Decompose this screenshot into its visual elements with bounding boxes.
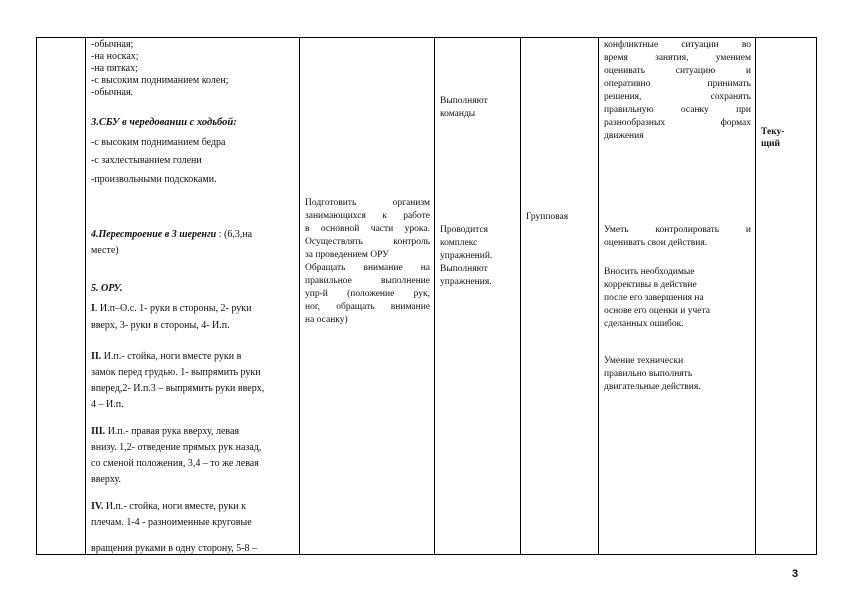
walk-line-1: -обычная;: [91, 39, 134, 50]
teacher-line: правильное выполнение: [305, 276, 430, 286]
ex3-line-2: внизу. 1,2- отведение прямых рук назад,: [91, 442, 262, 453]
sbu-line-3: -произвольными подскоками.: [91, 174, 217, 185]
ex3-number: III.: [91, 426, 106, 437]
uud-control-line: оценивать свои действия.: [604, 238, 708, 248]
uud-control-line: Уметь контролировать и: [604, 225, 751, 235]
ex3-text: И.п.- правая рука вверху, левая: [105, 426, 240, 437]
teacher-line: Обращать внимание на: [305, 263, 430, 273]
ex1-line-2: вверх, 3- руки в стороны, 4- И.п.: [91, 320, 230, 331]
teacher-activity-text: [300, 38, 434, 554]
uud-top-line: оперативно принимать: [604, 79, 751, 89]
page-number: 3: [792, 568, 799, 580]
uud-top-line: время занятия, умением: [604, 53, 751, 63]
control-type-cell: [756, 38, 817, 555]
walk-line-5: -обычная.: [91, 87, 134, 98]
ex1-number: I: [91, 303, 95, 314]
lesson-plan-table: [36, 37, 817, 555]
student-activity-cell: [435, 38, 521, 555]
content-cell: [86, 38, 300, 555]
sbu-line-2: -с захлестыванием голени: [91, 155, 202, 166]
student-line: комплекс: [440, 238, 478, 248]
uud-top-line: правильную осанку при: [604, 105, 751, 115]
control-type-line-1: Теку-: [761, 127, 785, 137]
ex2-text: И.п.- стойка, ноги вместе руки в: [101, 351, 242, 362]
walk-line-4: -с высоким подниманием колен;: [91, 75, 229, 86]
ex4-line-2: плечам. 1-4 - разноименные круговые: [91, 517, 252, 528]
uud-correct-line: сделанных ошибок.: [604, 319, 684, 329]
student-line: Выполняют: [440, 264, 488, 274]
uud-top-line: решения, сохранять: [604, 92, 751, 102]
uud-top-line: разнообразных формах: [604, 118, 751, 128]
sbu-line-1: -с высоким подниманием бедра: [91, 137, 226, 148]
ex2-line-1: [91, 351, 241, 363]
teacher-activity-cell: [300, 38, 435, 555]
uud-cell: [599, 38, 756, 555]
ex2-line-2: замок перед грудью. 1- выпрямить руки: [91, 367, 261, 378]
commands-line-1: Выполняют: [440, 96, 488, 106]
ex4-line-3: вращения руками в одну сторону, 5-8 –: [91, 543, 258, 554]
teacher-line: ног, обращать внимание: [305, 302, 430, 312]
walk-line-2: -на носках;: [91, 51, 139, 62]
ex2-line-4: 4 – И.п.: [91, 399, 124, 410]
teacher-line: в основной части урока.: [305, 224, 430, 234]
uud-skill-line: правильно выполнять: [604, 369, 693, 379]
uud-top-line: движения: [604, 131, 644, 141]
ex3-line-3: со сменой положения, 3,4 – то же левая: [91, 458, 259, 469]
student-line: упражнений.: [440, 251, 493, 261]
uud-skill-line: Умение технически: [604, 356, 684, 366]
sbu-title: 3.СБУ в чередовании с ходьбой:: [91, 117, 237, 128]
uud-top-line: конфликтные ситуации во: [604, 40, 751, 50]
rebuild-line-2: месте): [91, 245, 119, 256]
teacher-line: за проведением ОРУ: [305, 250, 389, 260]
teacher-line: на осанку): [305, 315, 348, 325]
rebuild-title: [91, 229, 252, 241]
ex1-text: . И.п–О.с. 1- руки в стороны, 2- руки: [94, 303, 252, 314]
uud-top-line: оценивать ситуацию и: [604, 66, 751, 76]
uud-correct-line: коррективы в действие: [604, 280, 697, 290]
teacher-line: занимающихся к работе: [305, 211, 430, 221]
commands-line-2: команды: [440, 109, 476, 119]
ex4-number: IV.: [91, 501, 104, 512]
control-type-line-2: щий: [761, 139, 780, 149]
walk-line-3: -на пятках;: [91, 63, 138, 74]
uud-correct-line: основе его оценки и учета: [604, 306, 710, 316]
uud-correct-line: Вносить необходимые: [604, 267, 695, 277]
ex4-line-1: [91, 501, 246, 513]
teacher-line: упр-й (положение рук,: [305, 289, 430, 299]
teacher-line: Осуществлять контроль: [305, 237, 430, 247]
oru-title: 5. ОРУ.: [91, 283, 123, 294]
ex2-number: II.: [91, 351, 102, 362]
uud-skill-line: двигательные действия.: [604, 382, 701, 392]
ex3-line-1: [91, 426, 239, 438]
rebuild-title-bold: 4.Перестроение в 3 шеренги: [91, 229, 217, 240]
work-form-label: Групповая: [526, 212, 569, 222]
student-line: Проводится: [440, 225, 489, 235]
ex4-text: И.п.- стойка, ноги вместе, руки к: [103, 501, 246, 512]
teacher-line: Подготовить организм: [305, 198, 430, 208]
rebuild-title-rest: : (6,3,на: [216, 229, 253, 240]
ex1-line-1: [91, 303, 251, 315]
stage-cell: [37, 38, 86, 555]
ex2-line-3: вперед,2- И.п.3 – выпрямить руки вверх,: [91, 383, 265, 394]
work-form-cell: [521, 38, 599, 555]
uud-correct-line: после его завершения на: [604, 293, 704, 303]
ex3-line-4: вверху.: [91, 474, 121, 485]
student-line: упражнения.: [440, 277, 492, 287]
